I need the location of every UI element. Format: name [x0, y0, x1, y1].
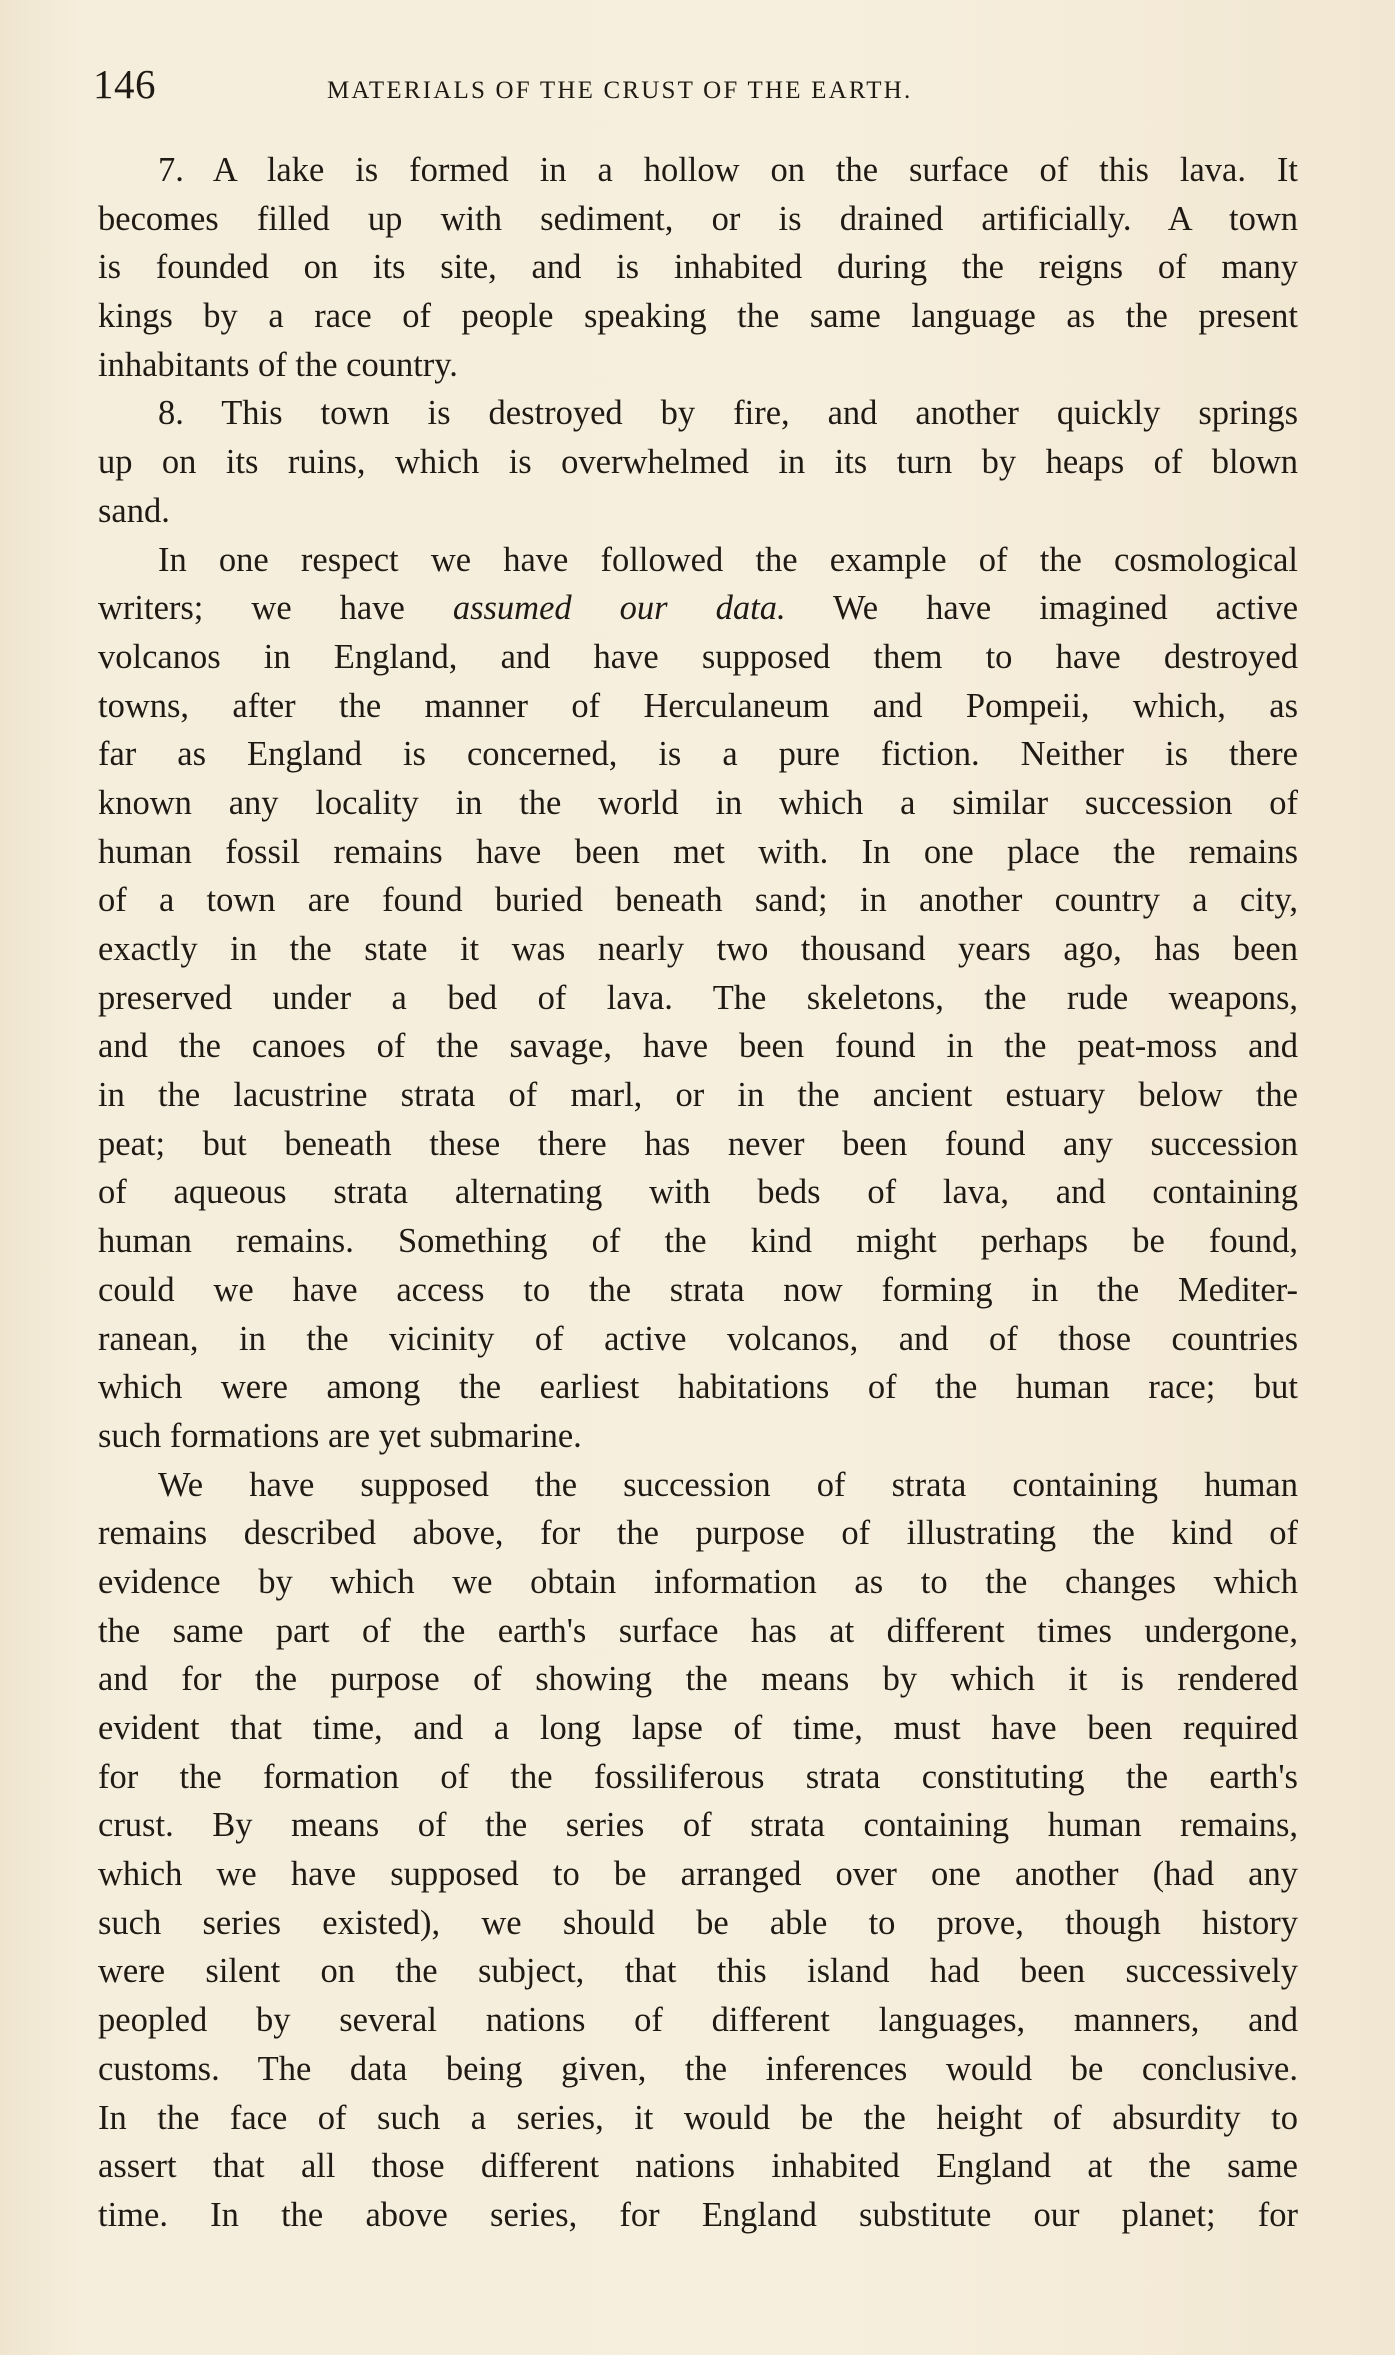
- text-line: which were among the earliest habitations of the human race; but: [98, 1368, 1298, 1407]
- text-line: evident that time, and a long lapse of time, must have been required: [98, 1709, 1298, 1747]
- page-header: [93, 61, 1043, 114]
- text-line: inhabitants of the country.: [98, 345, 458, 384]
- text-line: 8. This town is destroyed by fire, and another quickly springs: [158, 394, 1298, 433]
- text-line: exactly in the state it was nearly two thousand years ago, has been: [98, 930, 1298, 968]
- text-line: We have supposed the succession of strata containing human: [158, 1465, 1298, 1504]
- italic-phrase: assumed our data.: [452, 589, 786, 628]
- text-line: could we have access to the strata now forming in the Mediter-: [98, 1270, 1298, 1309]
- text-line: far as England is concerned, is a pure fiction. Neither is there: [98, 735, 1298, 774]
- text-line: of a town are found buried beneath sand; in another country a city,: [98, 881, 1298, 920]
- text-line: is founded on its site, and is inhabited during the reigns of many: [98, 248, 1298, 287]
- text-segment: We have imagined active: [785, 589, 1299, 628]
- text-line: and the canoes of the savage, have been found in the peat-moss and: [98, 1027, 1298, 1066]
- text-line: time. In the above series, for England substitute our planet; for: [98, 2195, 1298, 2234]
- text-line: 7. A lake is formed in a hollow on the surface of this lava. It: [158, 151, 1298, 189]
- text-line: such series existed), we should be able to prove, though history: [98, 1903, 1298, 1942]
- text-segment: writers; we have: [98, 589, 453, 628]
- text-line: for the formation of the fossiliferous strata constituting the earth's: [98, 1757, 1298, 1796]
- text-line: assert that all those different nations inhabited England at the same: [98, 2147, 1298, 2186]
- text-line: known any locality in the world in which a similar succession of: [98, 783, 1298, 822]
- text-line: peat; but beneath these there has never been found any succession: [98, 1124, 1298, 1163]
- text-line: human remains. Something of the kind might perhaps be found,: [98, 1222, 1298, 1261]
- body-text: [98, 146, 1298, 2240]
- text-line: up on its ruins, which is overwhelmed in its turn by heaps of blown: [98, 443, 1298, 482]
- text-line: In the face of such a series, it would be the height of absurdity to: [98, 2098, 1298, 2137]
- text-line: sand.: [98, 491, 170, 530]
- text-line: customs. The data being given, the inferences would be conclusive.: [98, 2049, 1298, 2088]
- text-line: remains described above, for the purpose of illustrating the kind of: [98, 1514, 1298, 1553]
- text-line: were silent on the subject, that this island had been successively: [98, 1952, 1298, 1991]
- text-line: such formations are yet submarine.: [98, 1416, 582, 1455]
- text-line: towns, after the manner of Herculaneum and Pompeii, which, as: [98, 686, 1298, 725]
- text-line: and for the purpose of showing the means by which it is rendered: [98, 1660, 1298, 1699]
- text-line: kings by a race of people speaking the same language as the present: [98, 297, 1298, 336]
- page-number: 146: [93, 61, 156, 107]
- text-line: the same part of the earth's surface has at different times undergone,: [98, 1611, 1298, 1650]
- text-line: In one respect we have followed the example of the cosmological: [158, 540, 1298, 579]
- running-head: MATERIALS OF THE CRUST OF THE EARTH.: [327, 77, 913, 104]
- text-line: preserved under a bed of lava. The skeletons, the rude weapons,: [98, 978, 1298, 1017]
- text-line: evidence by which we obtain information as to the changes which: [98, 1562, 1298, 1601]
- text-line: which we have supposed to be arranged over one another (had any: [98, 1855, 1298, 1894]
- text-line: becomes filled up with sediment, or is drained artificially. A town: [98, 199, 1298, 238]
- text-line: human fossil remains have been met with. In one place the remains: [98, 832, 1298, 871]
- text-line: in the lacustrine strata of marl, or in the ancient estuary below the: [98, 1076, 1298, 1115]
- text-line: ranean, in the vicinity of active volcanos, and of those countries: [98, 1319, 1298, 1358]
- text-line: crust. By means of the series of strata containing human remains,: [98, 1806, 1298, 1845]
- text-line-with-italic: [98, 584, 1298, 633]
- text-line: peopled by several nations of different languages, manners, and: [98, 2001, 1298, 2040]
- text-line: of aqueous strata alternating with beds of lava, and containing: [98, 1173, 1298, 1212]
- text-line: volcanos in England, and have supposed them to have destroyed: [98, 637, 1298, 676]
